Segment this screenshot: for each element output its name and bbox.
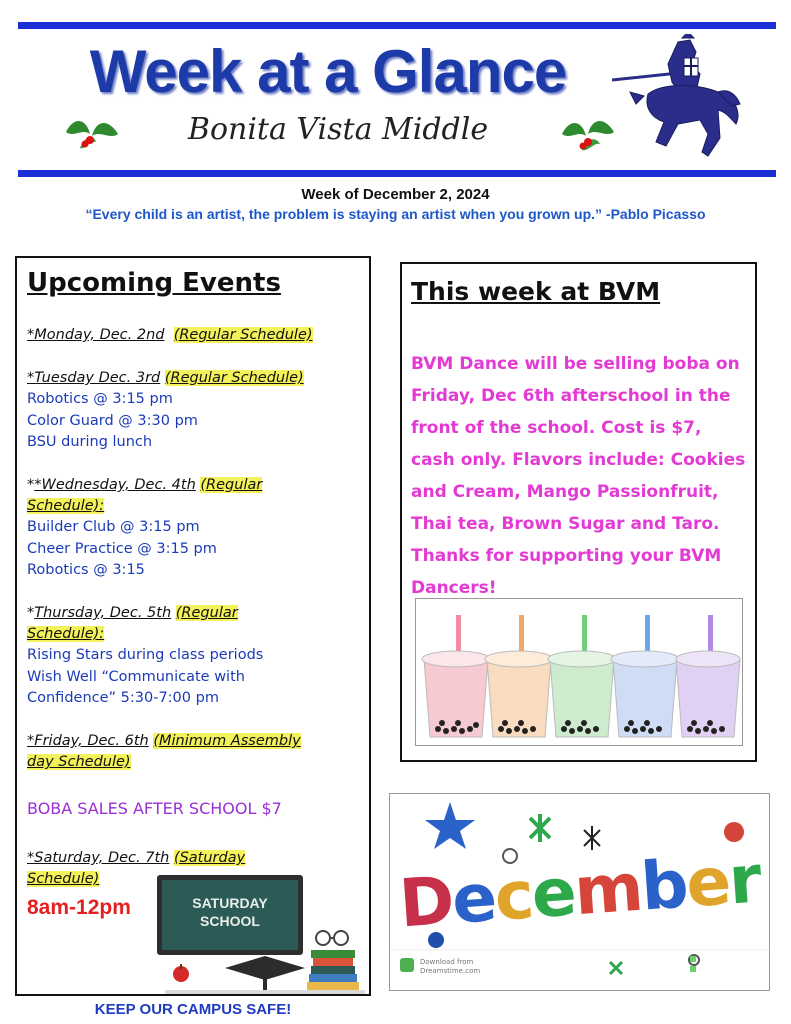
- list-item: Wish Well “Communicate with: [27, 669, 245, 685]
- keep-campus-safe: KEEP OUR CAMPUS SAFE!: [94, 1001, 292, 1018]
- tuesday-heading: [27, 368, 357, 389]
- thursday-heading: [27, 603, 357, 645]
- friday-day: *Friday, Dec. 6th: [27, 733, 149, 749]
- thursday-star: *: [27, 605, 35, 621]
- watermark-line-2: Dreamstime.com: [420, 967, 481, 975]
- december-image: [389, 793, 770, 991]
- boba-sales-notice: BOBA SALES AFTER SCHOOL $7: [27, 799, 282, 818]
- board-line-2: SCHOOL: [200, 913, 260, 929]
- saturday-day: *Saturday, Dec. 7th: [27, 850, 170, 866]
- school-name: Bonita Vista Middle: [187, 112, 489, 147]
- december-word-text: [390, 794, 391, 795]
- monday-heading: [27, 325, 357, 346]
- boba-cups-image: [415, 598, 743, 746]
- header-bottom-rule: [18, 170, 776, 177]
- this-week-title: This week at BVM: [411, 277, 661, 306]
- upcoming-events-panel: [15, 256, 371, 996]
- tuesday-day: *Tuesday Dec. 3rd: [27, 370, 161, 386]
- wednesday-schedule: (Regular: [200, 477, 263, 493]
- this-week-text: BVM Dance will be selling boba on Friday, Dec 6th afterschool in the front of the school. Cost is $7, cash only. Flavors include: Cookies and Cream, Mango Passionfruit, Thai tea, Brown Sugar and Taro. Thanks for supporting your BVM Dancers!: [411, 354, 746, 598]
- week-of: Week of December 2, 2024: [301, 186, 490, 203]
- friday-heading: [27, 731, 357, 773]
- tuesday-schedule: (Regular Schedule): [164, 370, 304, 386]
- school-supplies-icon: [165, 926, 365, 996]
- december-word: December: [396, 840, 763, 943]
- monday-day: *Monday, Dec. 2nd: [27, 327, 165, 343]
- friday-schedule: (Minimum Assembly: [153, 733, 301, 749]
- list-item: Robotics @ 3:15 pm: [27, 391, 173, 407]
- saturday-time: 8am-12pm: [27, 896, 131, 919]
- knight-mascot-icon: [608, 34, 748, 164]
- page-title: Week at a Glance: [89, 38, 567, 105]
- list-item: Builder Club @ 3:15 pm: [27, 519, 200, 535]
- quote: “Every child is an artist, the problem is staying an artist when you grown up.” -Pablo Picasso: [85, 206, 706, 222]
- watermark-line-1: Download from: [420, 958, 474, 966]
- list-item: Color Guard @ 3:30 pm: [27, 413, 198, 429]
- list-item: Robotics @ 3:15: [27, 562, 145, 578]
- friday-schedule-cont: day Schedule): [27, 754, 131, 770]
- list-item: BSU during lunch: [27, 434, 153, 450]
- board-line-1: SATURDAY: [192, 895, 268, 911]
- list-item: Confidence” 5:30-7:00 pm: [27, 690, 219, 706]
- list-item: Rising Stars during class periods: [27, 647, 264, 663]
- saturday-schedule-cont: Schedule): [27, 871, 100, 887]
- thursday-schedule: (Regular: [175, 605, 238, 621]
- upcoming-events-title: Upcoming Events: [27, 268, 281, 298]
- list-item: Cheer Practice @ 3:15 pm: [27, 541, 217, 557]
- header-top-rule: [18, 22, 776, 29]
- wednesday-schedule-cont: Schedule):: [27, 498, 105, 514]
- dreamstime-watermark: [420, 958, 480, 976]
- boba-cups-icon: [416, 599, 742, 745]
- wednesday-heading: **Wednesday, Dec. 4th (Regular Schedule):: [27, 477, 263, 514]
- holly-left-icon: [60, 112, 122, 156]
- saturday-schedule: (Saturday: [173, 850, 246, 866]
- thursday-day: Thursday, Dec. 5th: [34, 605, 172, 621]
- wednesday-day: *Wednesday, Dec. 4th: [34, 477, 196, 493]
- monday-schedule: (Regular Schedule): [173, 327, 313, 343]
- thursday-schedule-cont: Schedule):: [27, 626, 105, 642]
